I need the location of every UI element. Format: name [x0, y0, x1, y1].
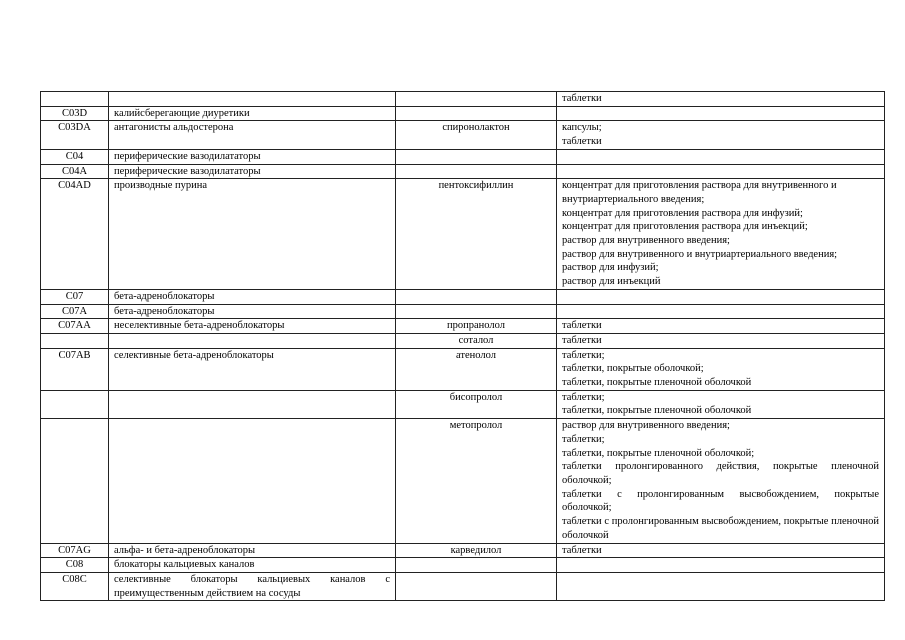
drug-name-cell: пентоксифиллин: [396, 179, 557, 290]
pharmacological-group-cell: бета-адреноблокаторы: [109, 289, 396, 304]
dosage-form-cell: [557, 149, 885, 164]
dosage-form-item: таблетки с пролонгированным высвобождением, покрытые пленочной оболочкой: [562, 516, 879, 541]
pharmacological-group-cell: [109, 333, 396, 348]
table-row: [41, 319, 885, 334]
pharmacological-group-cell: блокаторы кальциевых каналов: [109, 558, 396, 573]
dosage-form-cell: [557, 348, 885, 390]
dosage-form-cell: [557, 179, 885, 290]
drug-name-cell: [396, 164, 557, 179]
atc-code-cell: C04A: [41, 164, 109, 179]
atc-code-cell: [41, 419, 109, 543]
drug-name-cell: карведилол: [396, 543, 557, 558]
dosage-form-item: таблетки: [562, 334, 602, 346]
dosage-form-item: таблетки: [562, 320, 602, 332]
pharmacological-group-cell: [109, 92, 396, 107]
drug-name-cell: [396, 558, 557, 573]
pharmacological-group-cell: альфа- и бета-адреноблокаторы: [109, 543, 396, 558]
pharmacological-group-cell: неселективные бета-адреноблокаторы: [109, 319, 396, 334]
pharmacological-group-cell: [109, 419, 396, 543]
table-row: [41, 179, 885, 290]
pharmacological-group-cell: периферические вазодилататоры: [109, 149, 396, 164]
table-row: [41, 92, 885, 107]
drug-name-cell: бисопролол: [396, 390, 557, 418]
table-row: [41, 543, 885, 558]
dosage-form-item: таблетки, покрытые пленочной оболочкой: [562, 405, 752, 417]
dosage-form-item: таблетки: [562, 136, 602, 148]
dosage-form-item: таблетки: [562, 93, 602, 104]
dosage-form-item: раствор для внутривенного введения;: [562, 235, 730, 247]
pharmacological-group-cell: селективные блокаторы кальциевых каналов с преимущественным действием на сосуды: [109, 572, 396, 600]
dosage-form-cell: [557, 164, 885, 179]
dosage-form-cell: [557, 558, 885, 573]
dosage-form-item: раствор для внутривенного введения;: [562, 420, 730, 432]
dosage-form-item: таблетки пролонгированного действия, покрытые пленочной оболочкой;: [562, 461, 879, 486]
dosage-form-cell: [557, 319, 885, 334]
table-row: [41, 304, 885, 319]
drug-name-cell: [396, 572, 557, 600]
drug-name-cell: [396, 149, 557, 164]
table-row: [41, 419, 885, 543]
pharmacological-group-cell: селективные бета-адреноблокаторы: [109, 348, 396, 390]
drug-name-cell: [396, 92, 557, 107]
dosage-form-item: раствор для инфузий;: [562, 262, 659, 274]
dosage-form-item: таблетки, покрытые оболочкой;: [562, 363, 704, 375]
dosage-form-cell: [557, 333, 885, 348]
atc-code-cell: C07: [41, 289, 109, 304]
atc-code-cell: [41, 92, 109, 107]
dosage-form-item: таблетки с пролонгированным высвобождением, покрытые оболочкой;: [562, 488, 879, 514]
table-row: [41, 289, 885, 304]
dosage-form-cell: [557, 390, 885, 418]
pharmacological-group-cell: производные пурина: [109, 179, 396, 290]
atc-code-cell: [41, 390, 109, 418]
dosage-form-item: раствор для внутривенного и внутриартериального введения;: [562, 248, 838, 260]
atc-code-cell: C04: [41, 149, 109, 164]
dosage-form-item: концентрат для приготовления раствора для инфузий;: [562, 207, 803, 219]
table-row: [41, 164, 885, 179]
atc-code-cell: C07A: [41, 304, 109, 319]
dosage-form-item: таблетки: [562, 544, 602, 556]
dosage-form-item: таблетки;: [562, 349, 605, 361]
dosage-form-cell: [557, 121, 885, 149]
table-body: [41, 92, 885, 601]
atc-code-cell: C08C: [41, 572, 109, 600]
atc-code-cell: [41, 333, 109, 348]
drug-name-cell: метопролол: [396, 419, 557, 543]
table-row: [41, 348, 885, 390]
dosage-form-cell: [557, 572, 885, 600]
drug-name-cell: [396, 289, 557, 304]
table-row: [41, 149, 885, 164]
drug-name-cell: [396, 304, 557, 319]
atc-code-cell: C03D: [41, 106, 109, 121]
drug-classification-table: [40, 91, 885, 601]
pharmacological-group-cell: бета-адреноблокаторы: [109, 304, 396, 319]
dosage-form-cell: [557, 106, 885, 121]
dosage-form-item: концентрат для приготовления раствора для инъекций;: [562, 221, 808, 233]
dosage-form-item: концентрат для приготовления раствора для внутривенного и внутриартериального введения;: [562, 180, 837, 205]
dosage-form-item: раствор для инъекций: [562, 276, 661, 288]
atc-code-cell: C07AB: [41, 348, 109, 390]
drug-name-cell: спиронолактон: [396, 121, 557, 149]
atc-code-cell: C03DA: [41, 121, 109, 149]
dosage-form-cell: [557, 92, 885, 107]
dosage-form-item: таблетки, покрытые пленочной оболочкой;: [562, 447, 755, 459]
drug-name-cell: пропранолол: [396, 319, 557, 334]
table-row: [41, 333, 885, 348]
dosage-form-item: таблетки;: [562, 433, 605, 445]
dosage-form-cell: [557, 304, 885, 319]
dosage-form-item: капсулы;: [562, 122, 602, 134]
table-row: [41, 572, 885, 600]
table-row: [41, 558, 885, 573]
table-row: [41, 121, 885, 149]
dosage-form-item: таблетки, покрытые пленочной оболочкой: [562, 377, 752, 389]
atc-code-cell: C08: [41, 558, 109, 573]
drug-name-cell: [396, 106, 557, 121]
drug-name-cell: атенолол: [396, 348, 557, 390]
table-row: [41, 106, 885, 121]
drug-name-cell: соталол: [396, 333, 557, 348]
pharmacological-group-cell: [109, 390, 396, 418]
pharmacological-group-cell: калийсберегающие диуретики: [109, 106, 396, 121]
pharmacological-group-cell: периферические вазодилататоры: [109, 164, 396, 179]
dosage-form-cell: [557, 419, 885, 543]
atc-code-cell: C04AD: [41, 179, 109, 290]
dosage-form-cell: [557, 289, 885, 304]
dosage-form-cell: [557, 543, 885, 558]
dosage-form-item: таблетки;: [562, 391, 605, 403]
atc-code-cell: C07AA: [41, 319, 109, 334]
pharmacological-group-cell: антагонисты альдостерона: [109, 121, 396, 149]
atc-code-cell: C07AG: [41, 543, 109, 558]
table-row: [41, 390, 885, 418]
